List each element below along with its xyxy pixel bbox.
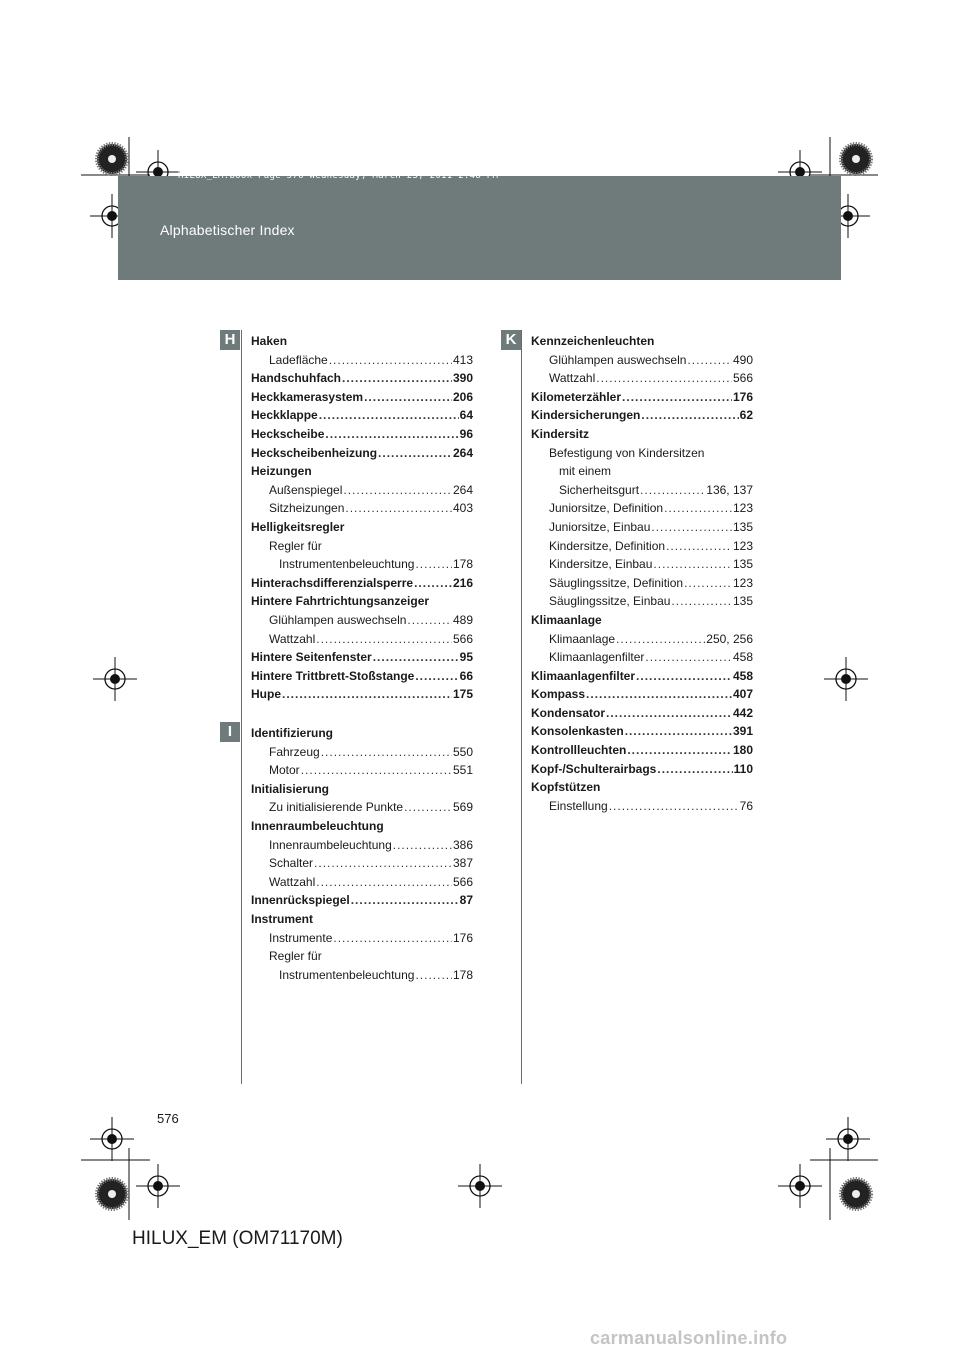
index-entry (251, 592, 473, 611)
watermark-text: carmanualsonline.info (590, 1328, 788, 1348)
index-entry-page: 458 (732, 650, 753, 665)
index-entry (251, 332, 473, 351)
index-entry (531, 406, 753, 425)
index-entry (531, 369, 753, 388)
index-entry (251, 836, 473, 855)
index-entry-page: 76 (739, 798, 753, 813)
registration-cross-bottom-center (458, 1164, 502, 1208)
index-entry (251, 648, 473, 667)
index-entry (251, 574, 473, 593)
dot-leader (316, 873, 452, 892)
index-entry (531, 499, 753, 518)
index-entry-page: 64 (459, 408, 473, 423)
dot-leader (342, 369, 452, 388)
dot-leader (319, 406, 459, 425)
index-entry-page: 569 (452, 800, 473, 815)
index-entry-term: Instrument (251, 911, 314, 926)
index-entry-term: Wattzahl (269, 874, 316, 889)
index-entry-term: Kindersitze, Definition (549, 538, 666, 553)
index-entry-page: 176 (452, 930, 473, 945)
index-entry (251, 444, 473, 463)
index-entry-term: Hupe (251, 687, 281, 702)
index-entry-page: 175 (452, 687, 473, 702)
index-entry-page: 135 (732, 557, 753, 572)
index-entry-term: Heckscheibenheizung (251, 445, 378, 460)
book-code: HILUX_EM (OM71170M) (132, 1228, 343, 1249)
index-entry (531, 537, 753, 556)
index-entry (251, 780, 473, 799)
dot-leader (378, 444, 452, 463)
index-entry-term: Handschuhfach (251, 371, 342, 386)
dot-leader (625, 722, 732, 741)
index-entry-term: Kopfstützen (531, 780, 601, 795)
column-divider-left (241, 330, 242, 1084)
index-entry-term: Befestigung von Kindersitzen (549, 445, 705, 460)
dot-leader (687, 351, 732, 370)
dot-leader (609, 797, 739, 816)
index-entry-page: 110 (733, 761, 753, 776)
index-entry (531, 332, 753, 351)
dot-leader (351, 891, 459, 910)
section-marker-i: I (220, 722, 240, 742)
index-entry (251, 685, 473, 704)
index-entry-page: 403 (452, 501, 473, 516)
dot-leader (414, 574, 452, 593)
index-entry-term: Kilometerzähler (531, 389, 622, 404)
index-entry (531, 741, 753, 760)
index-entry (251, 743, 473, 762)
index-entry-page: 96 (459, 426, 473, 441)
index-entry (251, 929, 473, 948)
index-entry (251, 966, 473, 985)
index-entry-page: 178 (452, 557, 473, 572)
index-entry (251, 873, 473, 892)
index-entry-term: Innenrückspiegel (251, 893, 350, 908)
registration-cross-bottom-inner-right (778, 1164, 822, 1208)
index-entry-page: 264 (452, 445, 473, 460)
dot-leader (321, 743, 452, 762)
dot-leader (653, 555, 732, 574)
index-entry-page: 566 (452, 874, 473, 889)
index-entry-term: Juniorsitze, Definition (549, 501, 664, 516)
dot-leader (329, 351, 452, 370)
index-entry (531, 518, 753, 537)
index-entry-term: mit einem (559, 464, 612, 479)
dot-leader (282, 685, 452, 704)
index-entry (251, 499, 473, 518)
registration-cross-mid-left (93, 657, 137, 701)
registration-cross-mid-right (824, 657, 868, 701)
index-entry-term: Konsolenkasten (531, 724, 624, 739)
dot-leader (373, 648, 459, 667)
dot-leader (606, 704, 732, 723)
index-entry (251, 481, 473, 500)
index-entry-page: 216 (452, 575, 473, 590)
index-entry-term: Kompass (531, 687, 586, 702)
registration-sunburst-bottom-left (97, 1179, 127, 1209)
index-entry-page: 95 (459, 650, 473, 665)
index-entry (531, 574, 753, 593)
index-entry (251, 611, 473, 630)
index-entry-page: 135 (732, 519, 753, 534)
registration-sunburst-top-right (841, 144, 871, 174)
index-entry (251, 910, 473, 929)
index-entry-term: Glühlampen auswechseln (269, 612, 407, 627)
registration-cross-bottom-inner-left (136, 1164, 180, 1208)
index-entry-term: Klimaanlage (549, 631, 616, 646)
index-entry-page: 490 (732, 352, 753, 367)
dot-leader (666, 537, 732, 556)
index-entry (531, 555, 753, 574)
index-entry-term: Klimaanlage (531, 612, 602, 627)
index-entry-term: Kondensator (531, 705, 606, 720)
index-entry (251, 798, 473, 817)
index-entry (251, 369, 473, 388)
registration-sunburst-bottom-right (841, 1179, 871, 1209)
dot-leader (407, 611, 452, 630)
index-entry (531, 667, 753, 686)
index-entry-page: 551 (452, 763, 473, 778)
index-entry (251, 462, 473, 481)
index-entry-term: Kopf-/Schulterairbags (531, 761, 657, 776)
index-entry (251, 555, 473, 574)
index-entry (531, 722, 753, 741)
section-marker-h: H (220, 330, 240, 350)
index-entry (531, 444, 753, 463)
dot-leader (641, 406, 738, 425)
index-entry-page: 264 (452, 482, 473, 497)
index-entry-page: 550 (452, 744, 473, 759)
index-entry-term: Helligkeitsregler (251, 519, 345, 534)
index-entry-term: Kennzeichenleuchten (531, 334, 655, 348)
index-entry-term: Zu initialisierende Punkte (269, 800, 404, 815)
index-entry-term: Sicherheitsgurt (559, 482, 640, 497)
index-entry (531, 351, 753, 370)
index-entry (251, 388, 473, 407)
index-entry (251, 537, 473, 556)
index-entry-page: 391 (732, 724, 753, 739)
index-entry (251, 891, 473, 910)
index-entry-term: Schalter (269, 856, 314, 871)
index-entry-page: 442 (732, 705, 753, 720)
index-entry-term: Hintere Seitenfenster (251, 650, 372, 665)
dot-leader (316, 630, 452, 649)
dot-leader (404, 798, 452, 817)
dot-leader (627, 741, 732, 760)
index-entry-term: Fahrzeug (269, 744, 320, 759)
index-entry-term: Einstellung (549, 798, 608, 813)
dot-leader (325, 425, 458, 444)
registration-sunburst-top-left (97, 144, 127, 174)
index-entry-term: Regler für (269, 949, 322, 964)
dot-leader (636, 667, 732, 686)
index-entry-term: Instrumentenbeleuchtung (279, 557, 415, 572)
index-entry-term: Kindersicherungen (531, 408, 641, 423)
index-entry-page: 386 (452, 837, 473, 852)
index-entry-page: 566 (452, 631, 473, 646)
index-entry-term: Heizungen (251, 464, 312, 479)
index-entry-term: Hintere Fahrtrichtungsanzeiger (251, 594, 430, 609)
index-entry-term: Ladefläche (269, 352, 328, 367)
index-section-k (531, 332, 753, 815)
index-entry-term: Klimaanlagenfilter (549, 650, 645, 665)
dot-leader (345, 499, 452, 518)
page-number: 576 (157, 1111, 179, 1126)
index-entry (531, 778, 753, 797)
dot-leader (657, 760, 732, 779)
index-entry-page: 390 (452, 371, 473, 386)
section-marker-k: K (501, 330, 521, 350)
index-entry (251, 351, 473, 370)
index-entry (531, 648, 753, 667)
index-entry-page: 123 (732, 538, 753, 553)
index-entry-term: Kindersitze, Einbau (549, 557, 653, 572)
index-entry (251, 854, 473, 873)
page-title: Alphabetischer Index (160, 222, 295, 238)
index-section-i (251, 724, 473, 984)
dot-leader (364, 388, 452, 407)
index-entry (531, 630, 753, 649)
index-entry-term: Instrumente (269, 930, 333, 945)
index-entry-term: Kindersitz (531, 426, 590, 441)
index-entry (531, 704, 753, 723)
index-entry-term: Glühlampen auswechseln (549, 352, 687, 367)
dot-leader (684, 574, 732, 593)
index-entry-page: 566 (732, 371, 753, 386)
index-entry-term: Identifizierung (251, 726, 333, 740)
index-entry-term: Wattzahl (269, 631, 316, 646)
index-entry-term: Außenspiegel (269, 482, 343, 497)
index-entry-page: 87 (459, 893, 473, 908)
index-entry (531, 388, 753, 407)
index-entry-term: Innenraumbeleuchtung (251, 818, 384, 833)
index-entry-term: Sitzheizungen (269, 501, 345, 516)
index-entry (251, 817, 473, 836)
index-entry-page: 123 (732, 501, 753, 516)
index-entry-term: Heckkamerasystem (251, 389, 364, 404)
index-entry (531, 797, 753, 816)
index-entry (251, 630, 473, 649)
index-entry-page: 136, 137 (706, 482, 753, 497)
dot-leader (640, 481, 705, 500)
index-entry-term: Heckklappe (251, 408, 318, 423)
index-entry (531, 481, 753, 500)
index-entry-page: 206 (452, 389, 473, 404)
index-entry-term: Instrumentenbeleuchtung (279, 967, 415, 982)
index-entry (531, 425, 753, 444)
dot-leader (301, 761, 452, 780)
index-entry (531, 462, 753, 481)
index-entry-page: 413 (452, 352, 473, 367)
dot-leader (586, 685, 732, 704)
print-stamp: HILUX_EM.book Page 576 Wednesday, March 23, 2011 2:48 PM (178, 171, 499, 181)
index-entry (251, 724, 473, 743)
dot-leader (645, 648, 732, 667)
dot-leader (415, 667, 458, 686)
dot-leader (415, 555, 452, 574)
index-entry-term: Regler für (269, 538, 322, 553)
dot-leader (651, 518, 732, 537)
index-entry (251, 406, 473, 425)
index-entry-term: Motor (269, 763, 300, 778)
index-entry (531, 760, 753, 779)
index-entry (531, 685, 753, 704)
index-entry-page: 407 (732, 687, 753, 702)
index-entry-term: Haken (251, 334, 288, 348)
index-entry (251, 518, 473, 537)
dot-leader (622, 388, 732, 407)
index-entry-term: Heckscheibe (251, 426, 325, 441)
index-entry-page: 123 (732, 575, 753, 590)
index-entry-term: Hinterachsdifferenzialsperre (251, 575, 414, 590)
index-entry-term: Innenraumbeleuchtung (269, 837, 392, 852)
index-entry-page: 178 (452, 967, 473, 982)
index-entry (251, 667, 473, 686)
index-entry-page: 62 (739, 408, 753, 423)
index-entry (251, 947, 473, 966)
dot-leader (664, 499, 732, 518)
column-divider-right (521, 330, 522, 1084)
registration-cross-bottom-right (826, 1117, 870, 1161)
index-entry-term: Wattzahl (549, 371, 596, 386)
index-entry (531, 592, 753, 611)
index-entry-term: Kontrollleuchten (531, 743, 627, 758)
dot-leader (393, 836, 452, 855)
dot-leader (616, 630, 705, 649)
index-entry (531, 611, 753, 630)
index-entry-term: Juniorsitze, Einbau (549, 519, 651, 534)
dot-leader (333, 929, 452, 948)
index-entry-term: Säuglingssitze, Einbau (549, 594, 671, 609)
dot-leader (415, 966, 452, 985)
index-entry-page: 489 (452, 612, 473, 627)
index-entry-page: 66 (459, 668, 473, 683)
index-entry-page: 135 (732, 594, 753, 609)
dot-leader (671, 592, 732, 611)
index-entry-page: 458 (732, 668, 753, 683)
index-entry (251, 425, 473, 444)
index-entry-page: 180 (732, 743, 753, 758)
index-entry-term: Hintere Trittbrett-Stoßstange (251, 668, 415, 683)
index-entry-term: Initialisierung (251, 781, 330, 796)
dot-leader (314, 854, 452, 873)
index-entry-page: 250, 256 (706, 631, 753, 646)
dot-leader (596, 369, 732, 388)
index-entry-page: 387 (452, 856, 473, 871)
registration-cross-bottom-left (90, 1117, 134, 1161)
index-entry-page: 176 (732, 389, 753, 404)
index-entry-term: Klimaanlagenfilter (531, 668, 636, 683)
dot-leader (343, 481, 452, 500)
index-entry (251, 761, 473, 780)
index-section-h (251, 332, 473, 704)
index-entry-term: Säuglingssitze, Definition (549, 575, 684, 590)
